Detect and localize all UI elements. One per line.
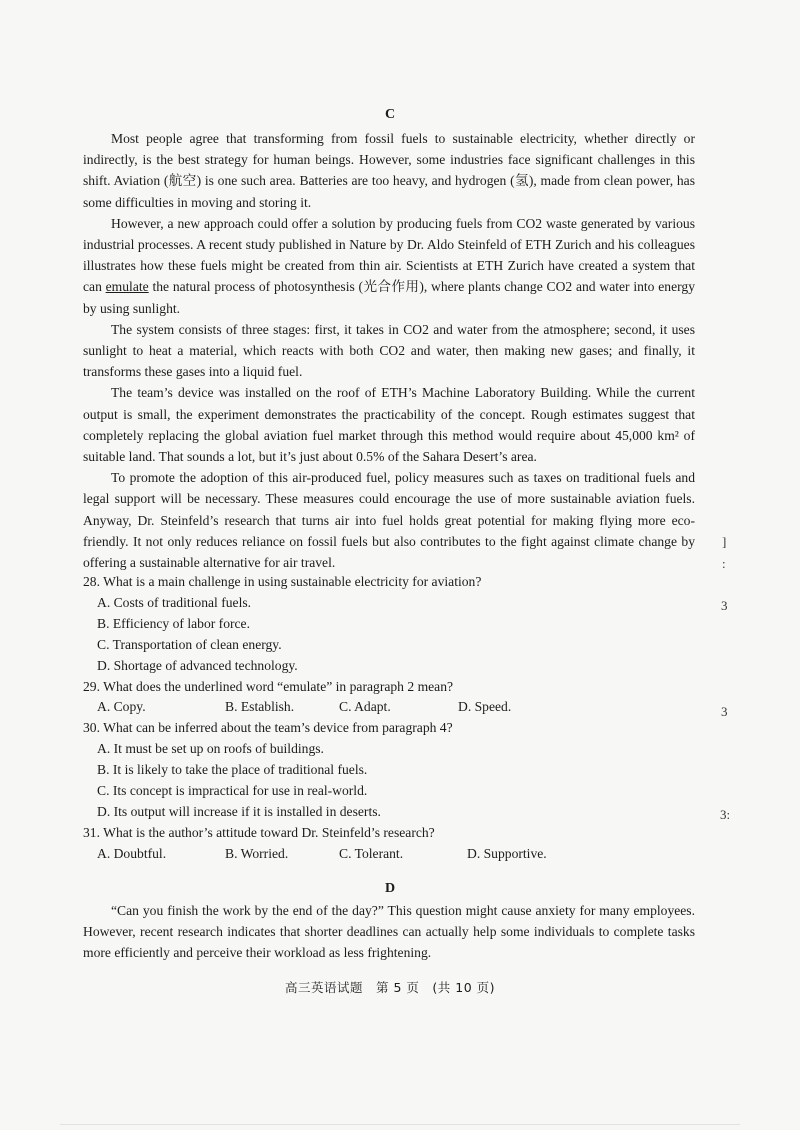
- passage-c-paragraph-4: The team’s device was installed on the roof of ETH’s Machine Laboratory Building. While the current output is small, the experiment demonstrates the practicability of the concept. Rough estimates suggest that completely replacing the global aviation fuel market through this method would require about 45,000 km² of suitable land. That sounds a lot, but it’s just about 0.5% of the Sahara Desert’s area.: [83, 385, 695, 465]
- question-29-option-b[interactable]: B. Establish.: [225, 699, 295, 715]
- question-30-option-c[interactable]: C. Its concept is impractical for use in real-world.: [97, 783, 368, 799]
- question-31-option-d[interactable]: D. Supportive.: [467, 845, 547, 861]
- question-31-options: [97, 844, 695, 865]
- question-30-stem: 30. What can be inferred about the team’s device from paragraph 4?: [83, 720, 453, 736]
- passage-d-paragraph-1: “Can you finish the work by the end of the day?” This question might cause anxiety for many employees. However, recent research indicates that shorter deadlines can actually help some individuals to complete tasks more efficiently and perceive their workload as less frightening.: [83, 903, 695, 961]
- paragraph-2-text-start: However, a new approach could offer a solution by producing fuels from CO2 waste generated by various industrial processes. A recent study published in Nature by Dr. Aldo Steinfeld of ETH Zurich and his colleagues illustrates how these fuels might be created from thin air. Scientists at ETH Zurich have created a system that can: [83, 215, 695, 295]
- question-31-stem: 31. What is the author’s attitude toward Dr. Steinfeld’s research?: [83, 824, 435, 840]
- margin-mark: 3: [721, 704, 728, 719]
- question-28: [83, 572, 695, 677]
- question-28-option-c[interactable]: C. Transportation of clean energy.: [97, 636, 282, 652]
- passage-c-paragraph-2: [83, 213, 695, 319]
- question-31-option-c[interactable]: C. Tolerant.: [339, 845, 404, 861]
- question-31: [83, 823, 695, 865]
- page-footer: 高三英语试题 第 5 页 (共 10 页): [284, 980, 495, 995]
- passage-c: [83, 128, 695, 573]
- paragraph-2-text-end: the natural process of photosynthesis (光合作用), where plants change CO2 and water into energy by using sunlight.: [83, 279, 695, 316]
- question-list: [83, 572, 695, 865]
- question-28-option-a[interactable]: A. Costs of traditional fuels.: [97, 594, 252, 610]
- passage-c-paragraph-1: Most people agree that transforming from fossil fuels to sustainable electricity, whether directly or indirectly, is the best strategy for human beings. However, some industries face significant challenges in this shift. Aviation (航空) is one such area. Batteries are too heavy, and hydrogen (氢), made from clean power, has some difficulties in moving and storing it.: [83, 131, 695, 210]
- margin-mark: 3:: [720, 807, 731, 822]
- section-c-heading: C: [384, 107, 396, 122]
- margin-mark: ]: [722, 534, 727, 549]
- question-29-option-c[interactable]: C. Adapt.: [339, 699, 391, 715]
- question-30-option-d[interactable]: D. Its output will increase if it is installed in deserts.: [97, 803, 381, 819]
- question-29: [83, 677, 695, 719]
- question-28-option-b[interactable]: B. Efficiency of labor force.: [97, 615, 250, 631]
- passage-c-paragraph-3: The system consists of three stages: first, it takes in CO2 and water from the atmosphere; second, it uses sunlight to heat a material, which reacts with both CO2 and water, then making new gases; and finally, it transforms these gases into a liquid fuel.: [83, 321, 695, 380]
- question-31-option-b[interactable]: B. Worried.: [225, 845, 289, 861]
- scan-edge-divider: [60, 1124, 740, 1125]
- margin-mark: :: [722, 556, 726, 571]
- underlined-word-emulate: emulate: [105, 279, 149, 295]
- question-28-option-d[interactable]: D. Shortage of advanced technology.: [97, 657, 298, 673]
- question-29-option-d[interactable]: D. Speed.: [458, 699, 512, 715]
- question-29-options: [97, 697, 695, 718]
- question-30: [83, 718, 695, 823]
- question-30-option-b[interactable]: B. It is likely to take the place of traditional fuels.: [97, 762, 368, 778]
- passage-d: [83, 900, 695, 964]
- section-d-heading: D: [384, 881, 396, 896]
- question-30-option-a[interactable]: A. It must be set up on roofs of buildings.: [97, 741, 324, 757]
- margin-mark: 3: [721, 598, 728, 613]
- question-29-option-a[interactable]: A. Copy.: [97, 699, 146, 715]
- question-31-option-a[interactable]: A. Doubtful.: [97, 845, 167, 861]
- question-29-stem: 29. What does the underlined word “emulate” in paragraph 2 mean?: [83, 678, 454, 694]
- question-28-stem: 28. What is a main challenge in using sustainable electricity for aviation?: [83, 574, 482, 589]
- passage-c-paragraph-5: To promote the adoption of this air-produced fuel, policy measures such as taxes on traditional fuels and legal support will be necessary. These measures could encourage the use of more sustainable aviation fuels. Anyway, Dr. Steinfeld’s research that turns air into fuel holds great potential for making flying more eco-friendly. It not only reduces reliance on fossil fuels but also contributes to the fight against climate change by offering a sustainable alternative for air travel.: [83, 470, 695, 571]
